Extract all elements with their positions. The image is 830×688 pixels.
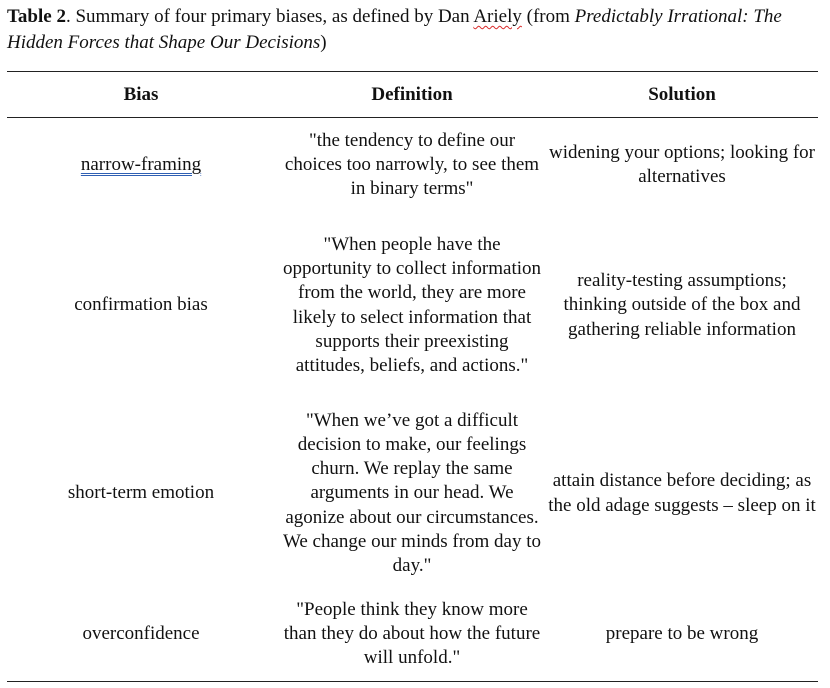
caption-text-end: ) (320, 32, 327, 53)
definition-cell (282, 407, 542, 580)
table-caption (7, 4, 823, 56)
table-bottom-rule (7, 681, 818, 682)
definition-text: "When people have the opportunity to collect information from the world, they are more likely to select information that supports their preexisting attitudes, beliefs, and actions." (282, 233, 542, 376)
caption-text: . Summary of four primary biases, as defined by Dan (65, 6, 474, 27)
solution-text: prepare to be wrong (605, 622, 759, 644)
solution-cell (548, 407, 816, 580)
bias-name: overconfidence (82, 622, 200, 644)
bias-cell (10, 407, 272, 580)
bias-name: narrow-framing (80, 153, 202, 175)
definition-cell (282, 596, 542, 672)
bias-name: confirmation bias (74, 294, 208, 316)
header-rule (7, 117, 818, 118)
caption-author: Ariely (473, 6, 522, 27)
bias-name: short-term emotion (67, 482, 215, 504)
solution-text: attain distance before deciding; as the old adage suggests – sleep on it (548, 470, 816, 516)
definition-text: "the tendency to define our choices too narrowly, to see them in binary terms" (284, 129, 540, 200)
definition-text: "People think they know more than they do about how the future will unfold." (283, 598, 541, 669)
table-row (7, 219, 818, 392)
solution-cell (548, 127, 816, 203)
solution-cell (548, 596, 816, 672)
table-row (7, 127, 818, 203)
table-top-rule (7, 71, 818, 72)
header-solution: Solution (648, 84, 716, 105)
definition-text: "When we’ve got a difficult decision to make, our feelings churn. We replay the same arguments in our head. We agonize about our circumstances. We change our minds from day to day." (282, 409, 542, 576)
table-row (7, 596, 818, 672)
caption-text-mid: (from (521, 6, 575, 27)
header-bias: Bias (123, 84, 159, 105)
bias-cell (10, 127, 272, 203)
table-label: Table 2 (7, 6, 66, 27)
definition-cell (282, 219, 542, 392)
solution-text: reality-testing assumptions; thinking outside of the box and gathering reliable information (563, 270, 801, 340)
header-definition: Definition (371, 84, 453, 105)
definition-cell (282, 127, 542, 203)
caption-book-title: Predictably Irrational: The Hidden Forces that Shape Our Decisions (7, 6, 782, 53)
table-row (7, 407, 818, 580)
solution-text: widening your options; looking for alternatives (549, 141, 815, 187)
bias-cell (10, 596, 272, 672)
solution-cell (548, 219, 816, 392)
bias-cell (10, 219, 272, 392)
